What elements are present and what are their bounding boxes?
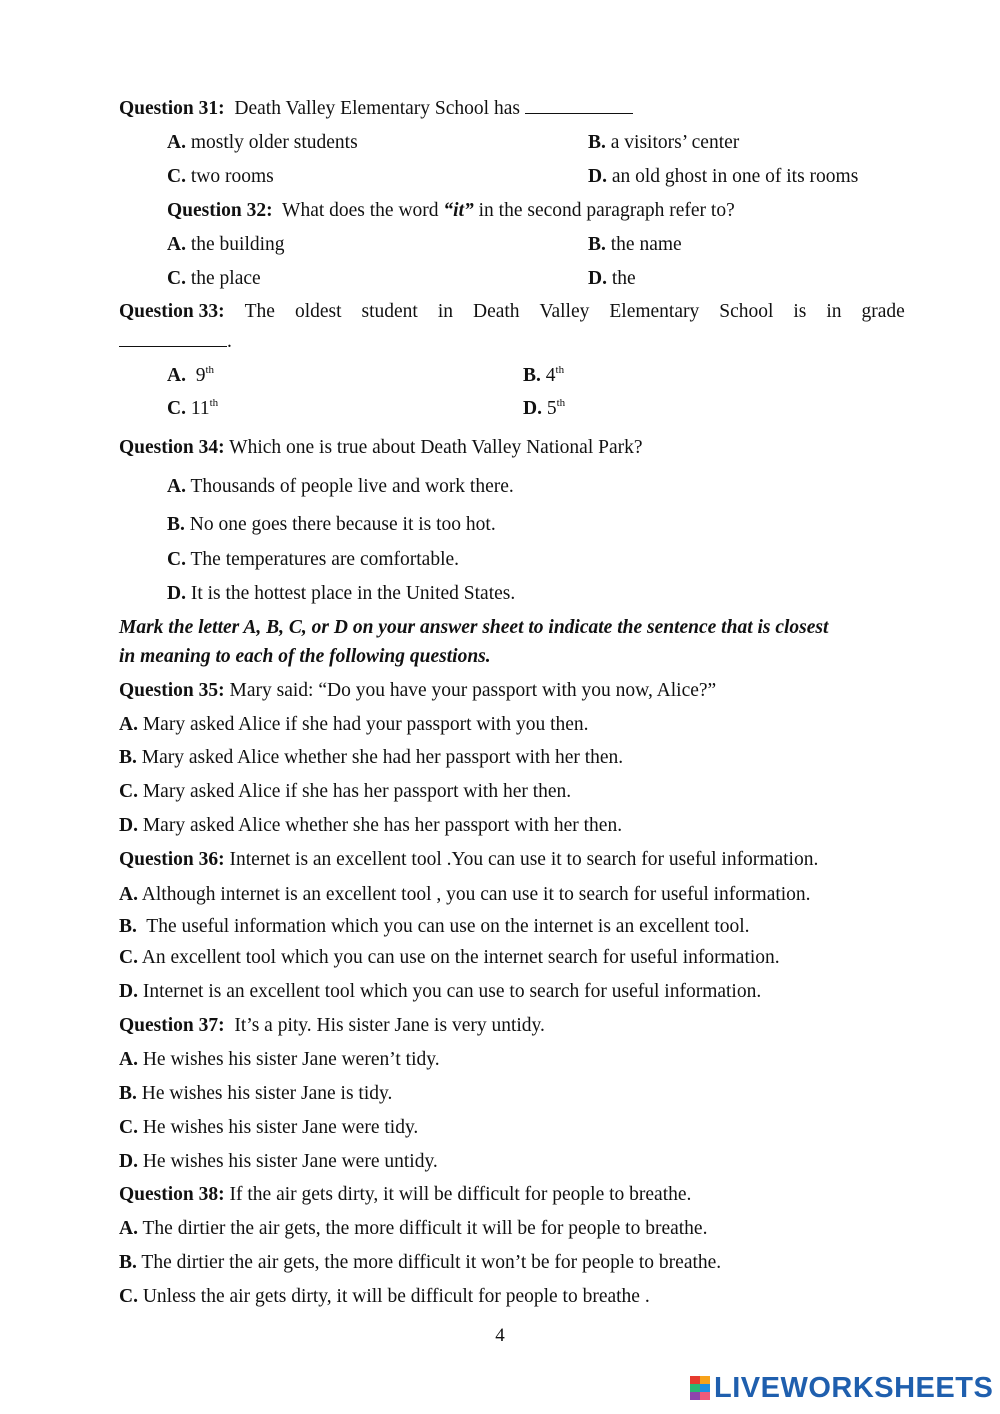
q36-stem: Question 36: Internet is an excellent tool .You can use it to search for useful information. bbox=[119, 849, 819, 870]
q38-option-a[interactable]: A. The dirtier the air gets, the more difficult it will be for people to breathe. bbox=[119, 1218, 708, 1239]
q36-option-d[interactable]: D. Internet is an excellent tool which you can use to search for useful information. bbox=[119, 981, 762, 1002]
q31-option-a[interactable]: A. mostly older students bbox=[167, 132, 358, 153]
q33-label: Question 33: bbox=[119, 301, 225, 322]
q31-stem-text: Death Valley Elementary School has bbox=[234, 98, 520, 119]
q32-option-b[interactable]: B. the name bbox=[588, 234, 682, 255]
instruction-line-2: in meaning to each of the following questions. bbox=[119, 646, 491, 667]
q33-blank-line: . bbox=[119, 330, 232, 354]
q34-option-c[interactable]: C. The temperatures are comfortable. bbox=[167, 549, 460, 570]
q33-option-c[interactable]: C. 11th bbox=[167, 397, 219, 419]
q38-stem: Question 38: If the air gets dirty, it will be difficult for people to breathe. bbox=[119, 1184, 692, 1205]
q34-stem: Question 34: Which one is true about Death Valley National Park? bbox=[119, 437, 643, 458]
q37-label: Question 37: bbox=[119, 1015, 225, 1036]
q31-blank bbox=[525, 97, 633, 114]
q33-option-b[interactable]: B. 4th bbox=[523, 364, 565, 386]
q37-stem: Question 37: It’s a pity. His sister Jane is very untidy. bbox=[119, 1015, 545, 1036]
q38-option-b[interactable]: B. The dirtier the air gets, the more difficult it won’t be for people to breathe. bbox=[119, 1252, 722, 1273]
q33-option-d[interactable]: D. 5th bbox=[523, 397, 566, 419]
q37-option-d[interactable]: D. He wishes his sister Jane were untidy. bbox=[119, 1151, 438, 1172]
q34-option-a[interactable]: A. Thousands of people live and work there. bbox=[167, 476, 514, 497]
q32-word: “it” bbox=[443, 200, 474, 221]
liveworksheets-logo[interactable] bbox=[690, 1374, 993, 1402]
q32-option-a[interactable]: A. the building bbox=[167, 234, 285, 255]
q31-stem bbox=[119, 97, 633, 121]
q31-label: Question 31: bbox=[119, 98, 225, 119]
q37-option-b[interactable]: B. He wishes his sister Jane is tidy. bbox=[119, 1083, 393, 1104]
q33-stem: Question 33: The oldest student in Death Valley Elementary School is in grade bbox=[119, 301, 905, 322]
q34-option-b[interactable]: B. No one goes there because it is too hot. bbox=[167, 514, 496, 535]
page-number: 4 bbox=[495, 1325, 505, 1346]
q36-option-b[interactable]: B. The useful information which you can use on the internet is an excellent tool. bbox=[119, 916, 750, 937]
q33-blank bbox=[119, 330, 227, 347]
q31-option-b[interactable]: B. a visitors’ center bbox=[588, 132, 740, 153]
q35-option-b[interactable]: B. Mary asked Alice whether she had her passport with her then. bbox=[119, 747, 624, 768]
q35-option-a[interactable]: A. Mary asked Alice if she had your passport with you then. bbox=[119, 714, 589, 735]
q35-option-d[interactable]: D. Mary asked Alice whether she has her passport with her then. bbox=[119, 815, 623, 836]
q32-label: Question 32: bbox=[167, 200, 273, 221]
logo-text: LIVEWORKSHEETS bbox=[714, 1372, 994, 1404]
q35-option-c[interactable]: C. Mary asked Alice if she has her passport with her then. bbox=[119, 781, 572, 802]
q36-option-c[interactable]: C. An excellent tool which you can use on the internet search for useful information. bbox=[119, 947, 780, 968]
q32-option-c[interactable]: C. the place bbox=[167, 268, 261, 289]
q36-option-a[interactable]: A. Although internet is an excellent tool , you can use it to search for useful information. bbox=[119, 884, 811, 905]
q32-stem: Question 32: What does the word “it” in the second paragraph refer to? bbox=[167, 200, 735, 221]
q34-label: Question 34: bbox=[119, 437, 225, 458]
liveworksheets-logo-icon bbox=[690, 1376, 710, 1400]
q38-label: Question 38: bbox=[119, 1184, 225, 1205]
q34-option-d[interactable]: D. It is the hottest place in the United States. bbox=[167, 583, 516, 604]
q33-option-a[interactable]: A. 9th bbox=[167, 364, 215, 386]
q37-option-c[interactable]: C. He wishes his sister Jane were tidy. bbox=[119, 1117, 419, 1138]
q35-stem: Question 35: Mary said: “Do you have your passport with you now, Alice?” bbox=[119, 680, 717, 701]
q38-option-c[interactable]: C. Unless the air gets dirty, it will be difficult for people to breathe . bbox=[119, 1286, 650, 1307]
q31-option-c[interactable]: C. two rooms bbox=[167, 166, 274, 187]
instruction-line-1: Mark the letter A, B, C, or D on your answer sheet to indicate the sentence that is closest bbox=[119, 617, 829, 638]
q37-option-a[interactable]: A. He wishes his sister Jane weren’t tidy. bbox=[119, 1049, 440, 1070]
q32-option-d[interactable]: D. the bbox=[588, 268, 636, 289]
q31-option-d[interactable]: D. an old ghost in one of its rooms bbox=[588, 166, 859, 187]
q36-label: Question 36: bbox=[119, 849, 225, 870]
q35-label: Question 35: bbox=[119, 680, 225, 701]
